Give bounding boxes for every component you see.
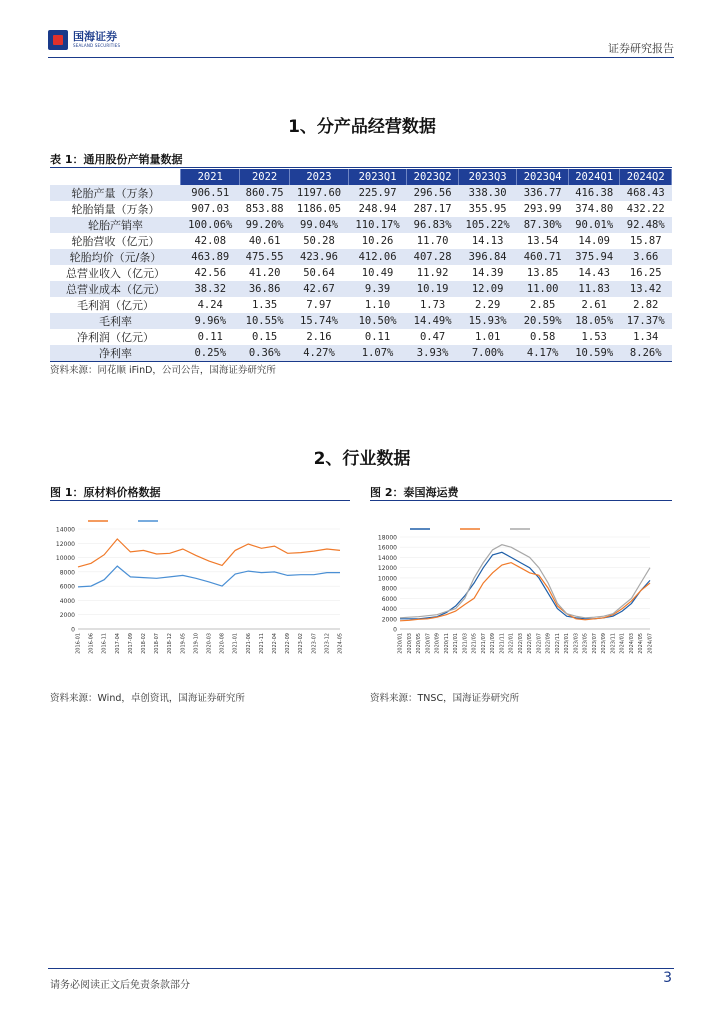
table-cell: 100.06% bbox=[181, 217, 240, 233]
table-cell: 423.96 bbox=[290, 249, 349, 265]
table-cell: 14.13 bbox=[471, 235, 504, 247]
row-label: 毛利润（亿元） bbox=[76, 299, 154, 312]
table-row bbox=[50, 329, 672, 345]
table-cell: 14.09 bbox=[578, 235, 610, 247]
table-cell: 0.11 bbox=[197, 331, 223, 343]
y-tick-label: 0 bbox=[71, 626, 75, 634]
x-tick-label: 2023-12 bbox=[324, 633, 331, 654]
x-tick-label: 2023/01 bbox=[564, 633, 571, 654]
table-cell: 287.17 bbox=[413, 203, 452, 215]
table-row bbox=[50, 297, 672, 313]
table-cell: 1.07% bbox=[348, 345, 407, 362]
table-header-cell bbox=[50, 169, 181, 185]
y-tick-label: 10000 bbox=[377, 575, 397, 583]
table-cell: 7.97 bbox=[306, 299, 332, 311]
table-row bbox=[50, 217, 672, 233]
table-cell: 3.93% bbox=[407, 345, 459, 362]
table-cell: 99.20% bbox=[240, 217, 290, 233]
table-cell: 2.16 bbox=[306, 331, 332, 343]
y-tick-label: 12000 bbox=[377, 565, 397, 573]
y-tick-label: 8000 bbox=[381, 585, 397, 593]
y-tick-label: 0 bbox=[393, 626, 397, 634]
table-cell: 1.73 bbox=[419, 299, 446, 311]
table-cell: 3.66 bbox=[620, 249, 672, 265]
y-tick-label: 4000 bbox=[381, 606, 397, 614]
x-tick-label: 2016-11 bbox=[101, 633, 108, 654]
table-cell: 99.04% bbox=[290, 217, 349, 233]
table-cell: 4.17% bbox=[517, 345, 569, 362]
table-cell: 96.83% bbox=[407, 217, 459, 233]
table-cell: 42.56 bbox=[194, 267, 227, 279]
figure-1-caption-rule bbox=[50, 500, 350, 501]
x-tick-label: 2020/07 bbox=[425, 633, 432, 654]
table-cell: 110.17% bbox=[348, 217, 407, 233]
series-line bbox=[400, 545, 650, 618]
table-cell: 50.28 bbox=[303, 235, 335, 247]
figure-2-caption-rule bbox=[370, 500, 672, 501]
x-tick-label: 2021/01 bbox=[453, 633, 460, 654]
table-cell: 18.05% bbox=[568, 313, 620, 329]
table-cell: 1.34 bbox=[633, 331, 659, 343]
table-cell: 4.24 bbox=[197, 299, 223, 311]
table-cell: 355.95 bbox=[468, 203, 507, 215]
figure-1-source: 资料来源：Wind，卓创资讯，国海证券研究所 bbox=[50, 693, 245, 704]
table-cell: 2.61 bbox=[581, 299, 607, 311]
table-row bbox=[50, 201, 672, 217]
table-header-cell: 2024Q1 bbox=[568, 169, 620, 185]
raw-material-price-chart bbox=[50, 503, 350, 683]
table-cell: 0.25% bbox=[181, 345, 240, 362]
table-header-cell: 2023Q1 bbox=[348, 169, 407, 185]
operations-table bbox=[50, 169, 672, 362]
table-cell: 11.92 bbox=[416, 267, 449, 279]
y-tick-label: 12000 bbox=[55, 540, 75, 548]
x-tick-label: 2024-05 bbox=[337, 633, 344, 654]
series-line bbox=[400, 563, 650, 621]
table-cell: 0.11 bbox=[364, 331, 391, 343]
y-tick-label: 6000 bbox=[59, 583, 75, 591]
table-cell: 475.55 bbox=[240, 249, 290, 265]
x-tick-label: 2020/09 bbox=[434, 633, 441, 654]
x-tick-label: 2019-10 bbox=[193, 633, 200, 654]
x-tick-label: 2023/03 bbox=[573, 633, 580, 654]
x-tick-label: 2017-04 bbox=[114, 633, 121, 654]
table-cell: 853.88 bbox=[245, 203, 284, 215]
table-header-cell: 2022 bbox=[240, 169, 290, 185]
table-cell: 14.49% bbox=[407, 313, 459, 329]
table-cell: 4.27% bbox=[290, 345, 349, 362]
table-cell: 9.39 bbox=[348, 281, 407, 297]
disclaimer-note: 请务必阅读正文后免责条款部分 bbox=[50, 980, 190, 991]
table-cell: 11.70 bbox=[416, 235, 449, 247]
table-row bbox=[50, 265, 672, 281]
table-header-cell: 2023Q2 bbox=[407, 169, 459, 185]
y-tick-label: 16000 bbox=[377, 544, 397, 552]
table-cell: 463.89 bbox=[181, 249, 240, 265]
table-cell: 1.10 bbox=[364, 299, 391, 311]
table-cell: 412.06 bbox=[348, 249, 407, 265]
table-cell: 42.67 bbox=[290, 281, 349, 297]
table-cell: 50.64 bbox=[303, 267, 335, 279]
table-cell: 1.53 bbox=[581, 331, 607, 343]
row-label: 净利率 bbox=[50, 345, 181, 362]
table-cell: 10.55% bbox=[240, 313, 290, 329]
table-cell: 36.86 bbox=[240, 281, 290, 297]
table-cell: 0.47 bbox=[419, 331, 446, 343]
table-cell: 9.96% bbox=[181, 313, 240, 329]
table-row bbox=[50, 345, 672, 362]
x-tick-label: 2020-08 bbox=[219, 633, 226, 654]
table-cell: 11.83 bbox=[568, 281, 620, 297]
table-cell: 468.43 bbox=[620, 185, 672, 201]
footer-rule bbox=[48, 968, 674, 969]
table-cell: 42.08 bbox=[194, 235, 227, 247]
table-cell: 8.26% bbox=[620, 345, 672, 362]
x-tick-label: 2017-09 bbox=[127, 633, 134, 654]
table-cell: 1.01 bbox=[474, 331, 501, 343]
x-tick-label: 2021/07 bbox=[480, 633, 487, 654]
table-cell: 0.15 bbox=[251, 331, 278, 343]
row-label: 轮胎销量（万条） bbox=[71, 203, 160, 216]
table-cell: 907.03 bbox=[191, 203, 230, 215]
table-cell: 90.01% bbox=[568, 217, 620, 233]
x-tick-label: 2023/09 bbox=[601, 633, 608, 654]
table-cell: 14.39 bbox=[471, 267, 504, 279]
x-tick-label: 2018-07 bbox=[154, 633, 161, 654]
y-tick-label: 2000 bbox=[381, 616, 397, 624]
x-tick-label: 2021/11 bbox=[499, 633, 506, 654]
x-tick-label: 2024/07 bbox=[647, 633, 654, 654]
x-tick-label: 2020/11 bbox=[443, 633, 450, 654]
table-header-cell: 2023Q4 bbox=[517, 169, 569, 185]
table-cell: 2.82 bbox=[633, 299, 659, 311]
y-tick-label: 10000 bbox=[55, 555, 75, 563]
x-tick-label: 2020/03 bbox=[406, 633, 413, 654]
table-cell: 2.29 bbox=[474, 299, 501, 311]
table-row bbox=[50, 313, 672, 329]
table-cell: 17.37% bbox=[620, 313, 672, 329]
table-row bbox=[50, 233, 672, 249]
table-1-caption: 表 1：通用股份产销量数据 bbox=[50, 153, 183, 166]
table-cell: 296.56 bbox=[407, 185, 459, 201]
table-cell: 416.38 bbox=[568, 185, 620, 201]
table-cell: 1186.05 bbox=[296, 203, 342, 215]
table-header-cell: 2023 bbox=[290, 169, 349, 185]
x-tick-label: 2022/05 bbox=[527, 633, 534, 654]
table-cell: 10.59% bbox=[568, 345, 620, 362]
table-cell: 906.51 bbox=[181, 185, 240, 201]
table-cell: 374.80 bbox=[575, 203, 614, 215]
table-cell: 87.30% bbox=[517, 217, 569, 233]
row-label: 轮胎产销率 bbox=[50, 217, 181, 233]
table-cell: 10.26 bbox=[361, 235, 394, 247]
x-tick-label: 2022/03 bbox=[517, 633, 524, 654]
x-tick-label: 2016-01 bbox=[75, 633, 82, 654]
x-tick-label: 2021/05 bbox=[471, 633, 478, 654]
table-cell: 0.36% bbox=[240, 345, 290, 362]
x-tick-label: 2023-07 bbox=[311, 633, 318, 654]
table-cell: 14.43 bbox=[578, 267, 610, 279]
table-cell: 16.25 bbox=[629, 267, 662, 279]
y-tick-label: 6000 bbox=[381, 595, 397, 603]
table-cell: 10.19 bbox=[407, 281, 459, 297]
x-tick-label: 2018-12 bbox=[167, 633, 174, 654]
page-header bbox=[48, 28, 674, 58]
x-tick-label: 2022/01 bbox=[508, 633, 515, 654]
table-cell: 225.97 bbox=[348, 185, 407, 201]
x-tick-label: 2021-11 bbox=[258, 633, 265, 654]
table-row bbox=[50, 249, 672, 265]
x-tick-label: 2024/01 bbox=[619, 633, 626, 654]
table-cell: 7.00% bbox=[458, 345, 517, 362]
section-1-title: 1、分产品经营数据 bbox=[288, 117, 436, 137]
x-tick-label: 2022/11 bbox=[554, 633, 561, 654]
y-tick-label: 14000 bbox=[377, 554, 397, 562]
company-logo bbox=[48, 30, 120, 50]
figure-1-caption: 图 1：原材料价格数据 bbox=[50, 486, 161, 499]
table-1-source: 资料来源：同花顺 iFinD，公司公告，国海证券研究所 bbox=[50, 365, 276, 376]
table-cell: 1.35 bbox=[251, 299, 278, 311]
x-tick-label: 2023/11 bbox=[610, 633, 617, 654]
thailand-freight-chart bbox=[370, 503, 672, 683]
table-cell: 2.85 bbox=[530, 299, 556, 311]
table-cell: 293.99 bbox=[523, 203, 562, 215]
table-cell: 92.48% bbox=[620, 217, 672, 233]
table-cell: 1197.60 bbox=[290, 185, 349, 201]
table-header-cell: 2024Q2 bbox=[620, 169, 672, 185]
table-cell: 10.49 bbox=[361, 267, 394, 279]
table-cell: 41.20 bbox=[248, 267, 281, 279]
table-cell: 396.84 bbox=[458, 249, 517, 265]
figure-2-source: 资料来源：TNSC，国海证券研究所 bbox=[370, 693, 520, 704]
x-tick-label: 2023-02 bbox=[298, 633, 305, 654]
logo-icon bbox=[48, 30, 68, 50]
section-2-title: 2、行业数据 bbox=[313, 449, 411, 469]
table-cell: 0.58 bbox=[530, 331, 556, 343]
table-cell: 336.77 bbox=[517, 185, 569, 201]
table-cell: 12.09 bbox=[458, 281, 517, 297]
logo-name-cn: 国海证券 bbox=[73, 30, 117, 43]
x-tick-label: 2020/05 bbox=[416, 633, 423, 654]
y-tick-label: 8000 bbox=[59, 569, 75, 577]
table-cell: 860.75 bbox=[240, 185, 290, 201]
x-tick-label: 2023/05 bbox=[582, 633, 589, 654]
x-tick-label: 2021-01 bbox=[232, 633, 239, 654]
table-cell: 11.00 bbox=[517, 281, 569, 297]
row-label: 轮胎营收（亿元） bbox=[71, 235, 160, 248]
y-tick-label: 2000 bbox=[59, 612, 75, 620]
x-tick-label: 2024/05 bbox=[638, 633, 645, 654]
table-cell: 407.28 bbox=[407, 249, 459, 265]
x-tick-label: 2021-06 bbox=[245, 633, 252, 654]
x-tick-label: 2021/03 bbox=[462, 633, 469, 654]
table-cell: 375.94 bbox=[568, 249, 620, 265]
x-tick-label: 2016-06 bbox=[88, 633, 95, 654]
table-header-cell: 2021 bbox=[181, 169, 240, 185]
y-tick-label: 4000 bbox=[59, 597, 75, 605]
x-tick-label: 2020-03 bbox=[206, 633, 213, 654]
x-tick-label: 2020/01 bbox=[397, 633, 404, 654]
table-header-cell: 2023Q3 bbox=[458, 169, 517, 185]
row-label: 总营业成本（亿元） bbox=[50, 281, 181, 297]
x-tick-label: 2022/09 bbox=[545, 633, 552, 654]
table-header-row bbox=[50, 169, 672, 185]
table-1-caption-rule bbox=[50, 167, 672, 168]
table-row bbox=[50, 185, 672, 201]
row-label: 轮胎产量（万条） bbox=[50, 185, 181, 201]
x-tick-label: 2023/07 bbox=[591, 633, 598, 654]
figure-2-caption: 图 2：泰国海运费 bbox=[370, 486, 459, 499]
table-cell: 10.50% bbox=[348, 313, 407, 329]
x-tick-label: 2022-04 bbox=[272, 633, 278, 654]
row-label: 净利润（亿元） bbox=[76, 331, 154, 344]
report-type-label: 证券研究报告 bbox=[608, 42, 674, 55]
table-cell: 20.59% bbox=[517, 313, 569, 329]
table-cell: 15.87 bbox=[629, 235, 662, 247]
x-tick-label: 2018-02 bbox=[141, 633, 147, 654]
series-line bbox=[78, 566, 340, 587]
table-cell: 248.94 bbox=[358, 203, 397, 215]
table-cell: 15.93% bbox=[458, 313, 517, 329]
table-cell: 338.30 bbox=[458, 185, 517, 201]
table-row bbox=[50, 281, 672, 297]
x-tick-label: 2024/03 bbox=[628, 633, 635, 654]
row-label: 总营业收入（亿元） bbox=[65, 267, 165, 280]
table-cell: 15.74% bbox=[290, 313, 349, 329]
table-cell: 460.71 bbox=[517, 249, 569, 265]
row-label: 毛利率 bbox=[50, 313, 181, 329]
x-tick-label: 2022/07 bbox=[536, 633, 543, 654]
table-cell: 38.32 bbox=[181, 281, 240, 297]
y-tick-label: 18000 bbox=[377, 534, 397, 542]
logo-name-en: SEALAND SECURITIES bbox=[73, 43, 121, 48]
x-tick-label: 2019-05 bbox=[180, 633, 187, 654]
x-tick-label: 2021/09 bbox=[490, 633, 497, 654]
y-tick-label: 14000 bbox=[55, 526, 75, 534]
row-label: 轮胎均价（元/条） bbox=[50, 249, 181, 265]
page-number: 3 bbox=[663, 970, 672, 986]
table-cell: 432.22 bbox=[626, 203, 665, 215]
table-cell: 40.61 bbox=[248, 235, 281, 247]
x-tick-label: 2022-09 bbox=[285, 633, 292, 654]
table-cell: 105.22% bbox=[458, 217, 517, 233]
table-cell: 13.54 bbox=[526, 235, 559, 247]
table-cell: 13.42 bbox=[620, 281, 672, 297]
table-cell: 13.85 bbox=[526, 267, 559, 279]
